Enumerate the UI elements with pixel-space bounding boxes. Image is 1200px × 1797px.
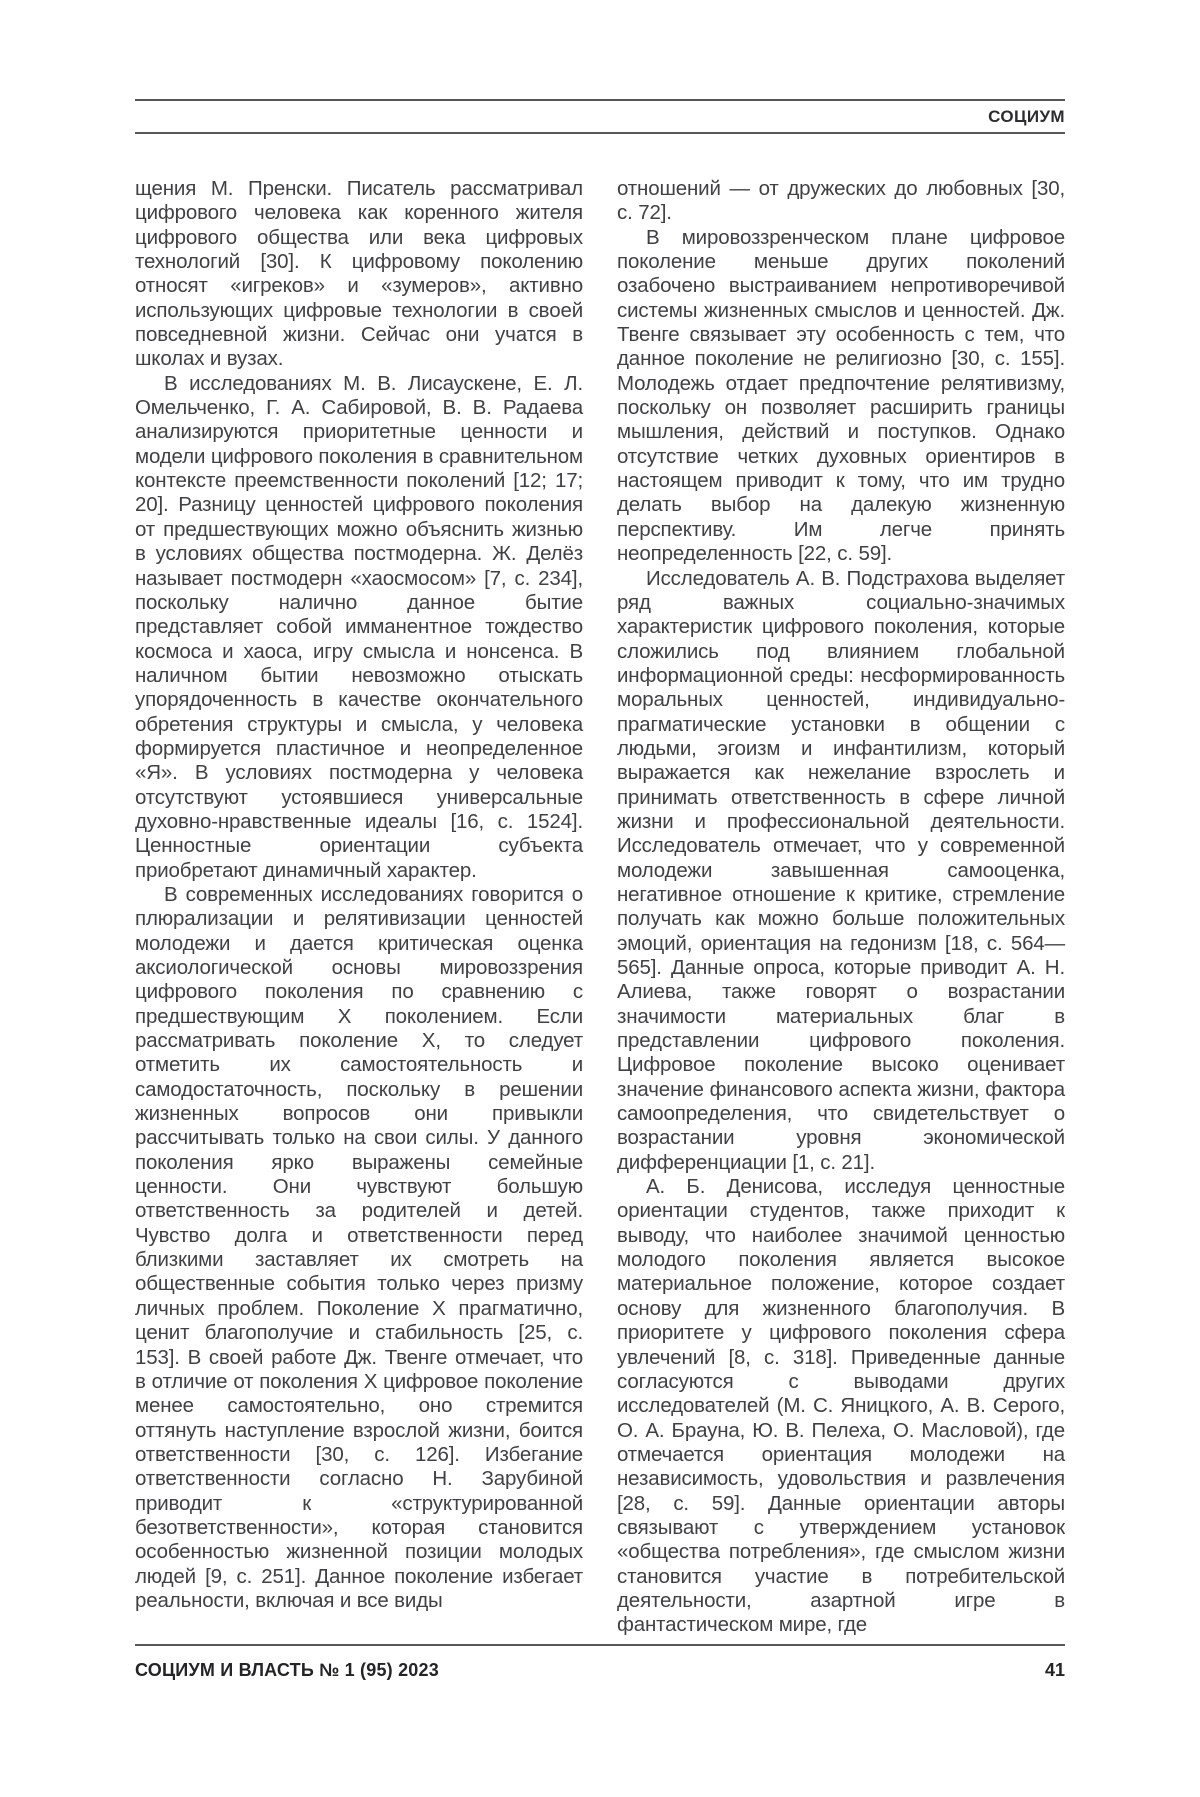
footer-rule [135, 1644, 1065, 1646]
page-footer [135, 1644, 1065, 1681]
paragraph-continued: отношений — от дружеских до любовных [30, с. 72]. [617, 177, 1065, 225]
page-header [135, 99, 1065, 134]
paragraph: В современных исследованиях говорится о плюрализации и релятивизации ценностей молодежи и дается критическая оценка аксиологической основы мировоззрения цифрового поколения по сравнению с предшествующим X поколением. Если рассматривать поколение X, то следует отметить их самостоятельность и самодостаточность, поскольку в решении жизненных вопросов они привыкли рассчитывать только на свои силы. У данного поколения ярко выражены семейные ценности. Они чувствуют большую ответственность за родителей и детей. Чувство долга и ответственности перед близкими заставляет их смотреть на общественные события только через призму личных проблем. Поколение X прагматично, ценит благополучие и стабильность [25, с. 153]. В своей работе Дж. Твенге отмечает, что в отличие от поколения X цифровое поколение менее самостоятельно, оно стремится оттянуть наступление взрослой жизни, боится ответственности [30, с. 126]. Избегание ответственности согласно Н. Зарубиной приводит к «структурированной безответственности», которая становится особенностью жизненной позиции молодых людей [9, с. 251]. Данное поколение избегает реальности, включая и все виды [135, 882, 583, 1612]
column-left [135, 177, 583, 1638]
paragraph: Исследователь А. В. Подстрахова выделяет ряд важных социально-значимых характеристик цифрового поколения, которые сложились под влиянием глобальной информационной среды: несформированность моральных ценностей, индивидуально-прагматические установки в общении с людьми, эгоизм и инфантилизм, который выражается как нежелание взрослеть и принимать ответственность в сфере личной жизни и профессиональной деятельности. Исследователь отмечает, что у современной молодежи завышенная самооценка, негативное отношение к критике, стремление получать как можно больше положительных эмоций, ориентация на гедонизм [18, с. 564—565]. Данные опроса, которые приводит А. Н. Алиева, также говорят о возрастании значимости материальных благ в представлении цифрового поколения. Цифровое поколение высоко оценивает значение финансового аспекта жизни, фактора самоопределения, что свидетельствует о возрастании уровня экономической дифференциации [1, с. 21]. [617, 566, 1065, 1174]
article-body [135, 177, 1065, 1638]
header-bottom-rule [135, 132, 1065, 134]
column-right [617, 177, 1065, 1638]
paragraph: В исследованиях М. В. Лисаускене, Е. Л. Омельченко, Г. А. Сабировой, В. В. Радаева анализируются приоритетные ценности и модели цифрового поколения в сравнительном контексте преемственности поколений [12; 17; 20]. Разницу ценностей цифрового поколения от предшествующих можно объяснить жизнью в условиях общества постмодерна. Ж. Делёз называет постмодерн «хаосмосом» [7, с. 234], поскольку налично данное бытие представляет собой имманентное тождество космоса и хаоса, игру смысла и нонсенса. В наличном бытии невозможно отыскать упорядоченность в качестве окончательного обретения структуры и смысла, у человека формируется пластичное и неопределенное «Я». В условиях постмодерна у человека отсутствуют устоявшиеся универсальные духовно-нравственные идеалы [16, с. 1524]. Ценностные ориентации субъекта приобретают динамичный характер. [135, 371, 583, 882]
paragraph: А. Б. Денисова, исследуя ценностные ориентации студентов, также приходит к выводу, что наиболее значимой ценностью молодого поколения является высокое материальное положение, которое создает основу для жизненного благополучия. В приоритете у цифрового поколения сфера увлечений [8, с. 318]. Приведенные данные согласуются с выводами других исследователей (М. С. Яницкого, А. В. Серого, О. А. Брауна, Ю. В. Пелеха, О. Масловой), где отмечается ориентация молодежи на независимость, удовольствия и развлечения [28, с. 59]. Данные ориентации авторы связывают с утверждением установок «общества потребления», где смыслом жизни становится участие в потребительской деятельности, азартной игре в фантастическом мире, где [617, 1175, 1065, 1637]
footer-row [135, 1660, 1065, 1681]
paragraph: В мировоззренческом плане цифровое поколение меньше других поколений озабочено выстраиванием непротиворечивой системы жизненных смыслов и ценностей. Дж. Твенге связывает эту особенность с тем, что данное поколение не религиозно [30, с. 155]. Молодежь отдает предпочтение релятивизму, поскольку он позволяет расширить границы мышления, действий и поступков. Однако отсутствие четких духовных ориентиров в настоящем приводит к тому, что им трудно делать выбор на далекую жизненную перспективу. Им легче принять неопределенность [22, с. 59]. [617, 225, 1065, 566]
journal-title: СОЦИУМ И ВЛАСТЬ № 1 (95) 2023 [135, 1660, 439, 1680]
section-title: СОЦИУМ [988, 107, 1065, 126]
page-number: 41 [1044, 1660, 1065, 1680]
paragraph-continued: щения М. Пренски. Писатель рассматривал цифрового человека как коренного жителя цифрового общества или века цифровых технологий [30]. К цифровому поколению относят «игреков» и «зумеров», активно использующих цифровые технологии в своей повседневной жизни. Сейчас они учатся в школах и вузах. [135, 177, 583, 371]
